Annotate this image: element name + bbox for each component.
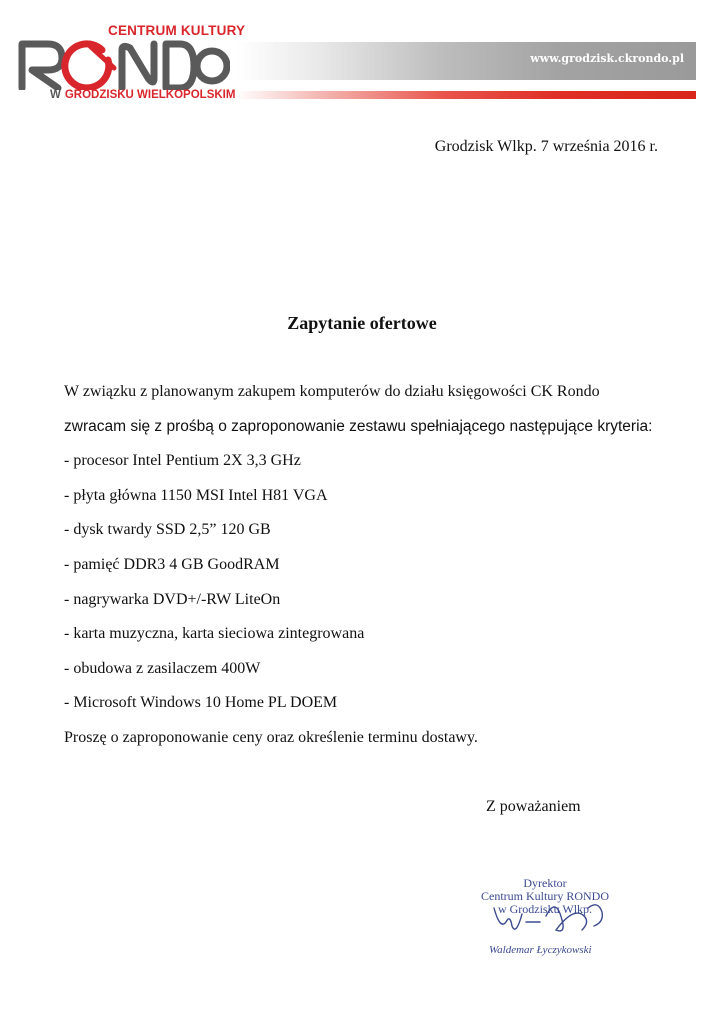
handwritten-signature <box>486 886 616 946</box>
intro-line: W związku z planowanym zakupem komputerów do działu księgowości CK Rondo <box>64 383 600 400</box>
closing-text: Z poważaniem <box>486 798 581 815</box>
header-red-bar <box>236 91 696 99</box>
criteria-item: - obudowa z zasilaczem 400W <box>64 659 261 677</box>
intro-line: zwracam się z prośbą o zaproponowanie zestawu spełniającego następujące kryteria: <box>64 417 653 435</box>
criteria-item: - pamięć DDR3 4 GB GoodRAM <box>64 555 280 573</box>
letter-body <box>64 381 684 762</box>
stamp-line: Centrum Kultury RONDO <box>481 889 609 903</box>
logo-bottom-text <box>50 89 235 101</box>
criteria-item: - dysk twardy SSD 2,5” 120 GB <box>64 521 271 539</box>
logo-prefix: W <box>50 89 61 101</box>
signer-name: Waldemar Łyczykowski <box>489 944 592 956</box>
criteria-item: - Microsoft Windows 10 Home PL DOEM <box>64 694 338 712</box>
criteria-item: - procesor Intel Pentium 2X 3,3 GHz <box>64 452 301 470</box>
criteria-item: - płyta główna 1150 MSI Intel H81 VGA <box>64 486 328 504</box>
website-url: www.grodzisk.ckrondo.pl <box>530 52 684 65</box>
stamp-line: w Grodzisku Wlkp. <box>497 902 593 916</box>
criteria-item: - nagrywarka DVD+/-RW LiteOn <box>64 590 281 608</box>
stamp-line: Dyrektor <box>523 876 567 890</box>
letter-title: Zapytanie ofertowe <box>287 313 437 333</box>
request-line: Proszę o zaproponowanie ceny oraz określenie terminu dostawy. <box>64 728 478 746</box>
rondo-logo <box>18 38 230 90</box>
logo-top-text: CENTRUM KULTURY <box>108 23 246 38</box>
letter-date: Grodzisk Wlkp. 7 września 2016 r. <box>434 138 658 155</box>
criteria-item: - karta muzyczna, karta sieciowa zintegrowana <box>64 625 365 643</box>
logo-bottom-label: GRODZISKU WIELKOPOLSKIM <box>64 89 236 101</box>
